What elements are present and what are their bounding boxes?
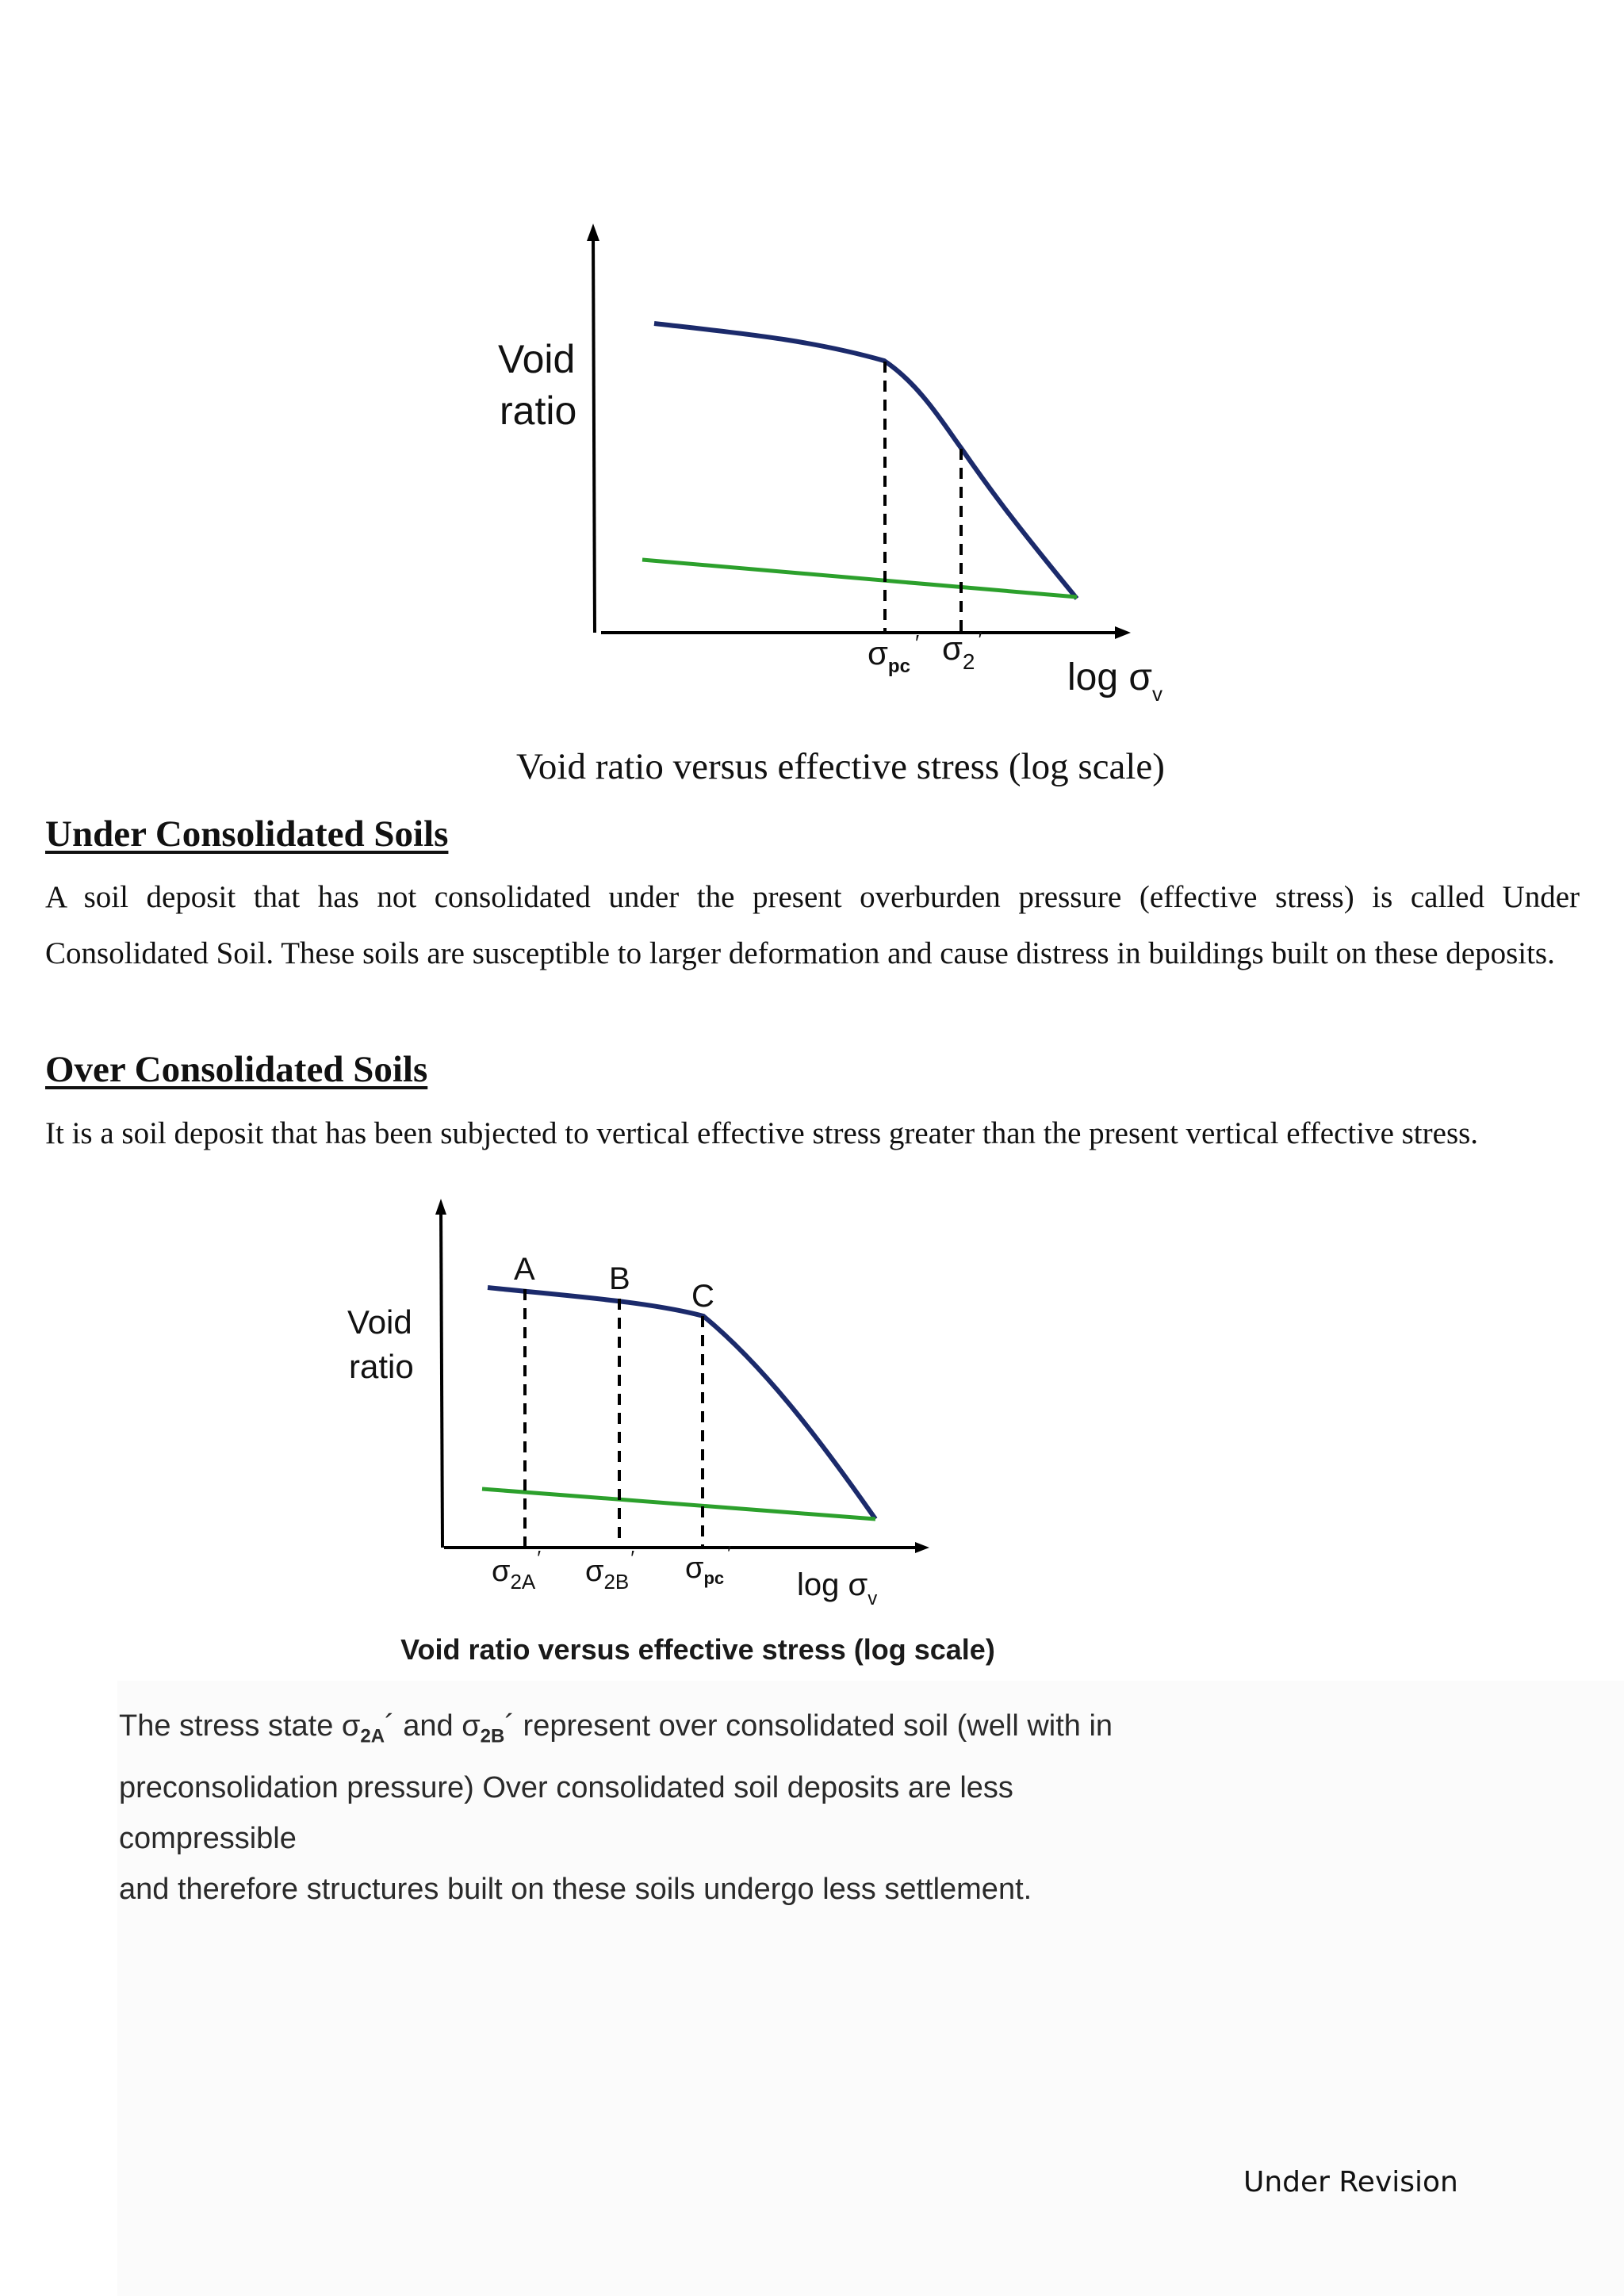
figure1-y-label-line2: ratio	[500, 388, 577, 433]
stress-state-line1-text: The stress state $\sigma_{2A}´$ and $\sigma_{2B}´$ represent over consolidated soil (well with in	[119, 1709, 1113, 1747]
figure1-virgin-curve	[654, 323, 1077, 599]
figure2-point-b: B	[609, 1261, 630, 1296]
footer-under-revision: Under Revision	[1243, 2166, 1458, 2198]
figure1-y-axis	[593, 232, 595, 633]
figure1-y-axis-arrow	[587, 224, 599, 241]
paragraph-under-consolidated: A soil deposit that has not consolidated under the present overburden pressure (effective stress) is called Under Consolidated Soil. These soils are susceptible to larger deformation and cause distress in buildings built on these deposits.	[45, 880, 1580, 970]
figure1-caption: Void ratio versus effective stress (log scale)	[516, 746, 1165, 787]
figure2-x-axis-arrow	[915, 1542, 929, 1553]
figure1-recompression-line	[642, 560, 1077, 597]
figure2-y-axis-arrow	[435, 1199, 446, 1215]
figure2-point-c: C	[691, 1279, 714, 1314]
paragraph-stress-state-line3: and therefore structures built on these soils undergo less settlement.	[119, 1872, 1032, 1906]
paragraph-over-consolidated: It is a soil deposit that has been subjected to vertical effective stress greater than the present vertical effective stress.	[45, 1116, 1479, 1150]
figure1-tick-sigma-2: $\sigma_2'$	[942, 627, 982, 674]
figure2-tick-sigma-pc: $\sigma_{pc}'$	[685, 1541, 732, 1588]
figure2-y-label-line1: Void	[347, 1303, 412, 1341]
figure2-point-a: A	[514, 1252, 535, 1287]
figure1-void-ratio-chart	[476, 214, 1189, 721]
figure2-virgin-curve	[488, 1288, 875, 1519]
figure1-tick-sigma-pc: $\sigma_{pc}'$	[868, 630, 920, 677]
figure2-caption: Void ratio versus effective stress (log scale)	[400, 1633, 995, 1666]
figure2-tick-sigma-2a: $\sigma_{2A}'$	[492, 1546, 542, 1594]
figure2-x-label: $\log \sigma_v$	[797, 1567, 878, 1609]
paragraph-stress-state-line1	[119, 1701, 1174, 1762]
figure2-void-ratio-chart	[333, 1189, 952, 1617]
figure2-y-axis	[441, 1207, 442, 1548]
heading-over-consolidated: Over Consolidated Soils	[45, 1049, 428, 1090]
paragraph-stress-state	[119, 1701, 1174, 1915]
figure1-x-label: $\log \sigma_v$	[1067, 656, 1163, 706]
figure2-recompression-line	[482, 1489, 875, 1519]
figure2-y-label-line2: ratio	[349, 1348, 414, 1385]
figure1-x-axis-arrow	[1115, 626, 1131, 639]
figure2-tick-sigma-2b: $\sigma_{2B}'$	[585, 1546, 635, 1594]
paragraph-stress-state-line2: preconsolidation pressure) Over consolidated soil deposits are less compressible	[119, 1770, 1013, 1855]
figure1-y-label-line1: Void	[498, 337, 576, 381]
heading-under-consolidated: Under Consolidated Soils	[45, 813, 449, 855]
